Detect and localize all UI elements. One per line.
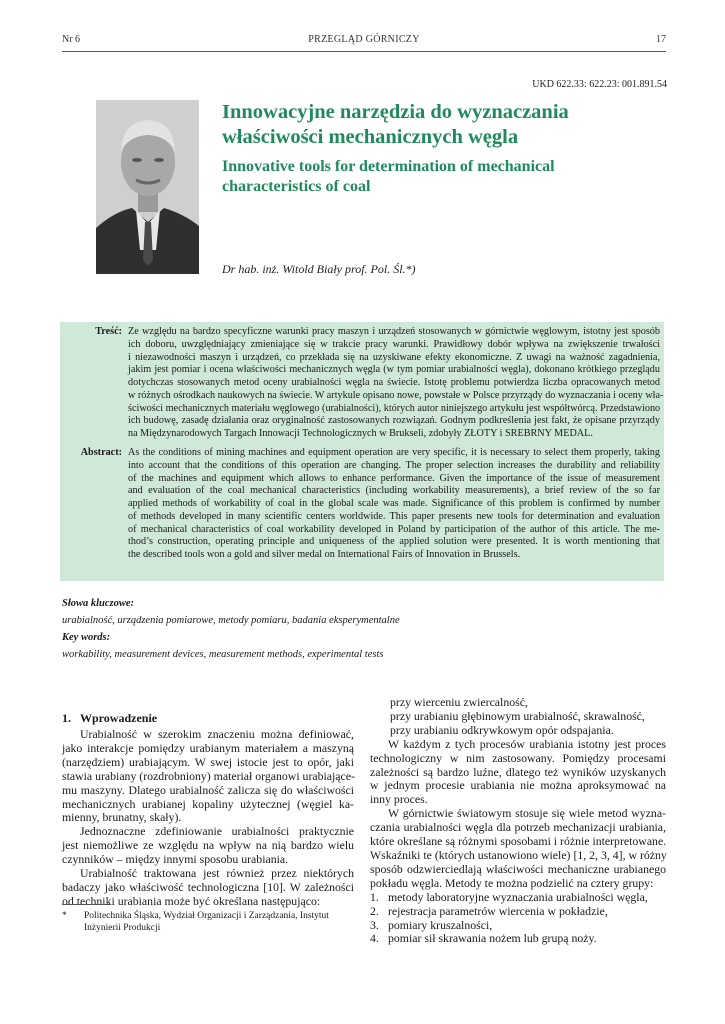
footnote <box>62 910 354 934</box>
text-line: jest niemożliwe ze względu na wpływ na nią bardzo wielu <box>62 838 354 853</box>
keywords-pl-text: urabialność, urządzenia pomiarowe, metody pomiaru, badania eksperymentalne <box>62 615 400 626</box>
abstract-line: applied methods of workability of coal in the global scale was made. Significance of this problem is confirmed by number <box>128 498 660 509</box>
text-line: które określane są różnymi sposobami i różnie interpretowane. <box>370 834 667 849</box>
author-portrait-image <box>96 100 199 274</box>
header-rule <box>62 51 666 52</box>
issue-number: Nr 6 <box>62 34 81 45</box>
tresc-line: jakim jest pomiar i ocena właściwości mechanicznych węgla (w tym pomiar urabialności węgla), dokonano krótkiego przeglądu <box>128 364 660 376</box>
title-pl-line: Innowacyjne narzędzia do wyznaczania <box>222 101 569 123</box>
dash-list <box>370 696 666 738</box>
list-number: 4. <box>370 931 379 946</box>
text-line: (narzędziem) urabiającym. W swej istocie jest to opór, jaki <box>62 754 354 769</box>
abstract-text <box>128 447 660 562</box>
footnote-mark: * <box>62 911 67 921</box>
tresc-line: w różnych ośrodkach naukowych na świecie. W artykule opisano nowe, powstałe w Polsce przyrządy do wyznaczania i oceny wła- <box>128 389 664 401</box>
list-number: 3. <box>370 917 379 932</box>
dash-item: przy wierceniu zwiercalność, <box>390 695 528 709</box>
text-line: zależności są bardzo luźne, dlatego też wyników uzyskanych <box>370 764 666 779</box>
text-line: sposób odzwierciedlają właściwości mechaniczne urabianego <box>370 861 666 876</box>
text-line: W każdym z tych procesów urabiania istotny jest proces <box>388 736 666 751</box>
paragraph <box>62 867 354 909</box>
tresc-line: i niezawodności maszyn i urządzeń, co przekłada się na uzyskiwane efekty ekonomiczne. Z uwagi na ważność zagadnienia, <box>128 351 660 363</box>
list-number: 1. <box>370 889 379 904</box>
tresc-line: na Międzynarodowych Targach Innowacji Technologicznych w Brukseli, zdobyły ZŁOTY i SREBRNY MEDAL. <box>128 428 593 439</box>
tresc-text <box>128 326 664 441</box>
journal-name: PRZEGLĄD GÓRNICZY <box>308 34 420 45</box>
text-line: jako interakcje pomiędzy urabianym materiałem a maszyną <box>62 740 354 755</box>
text-line: mienny, brunatny, skały). <box>62 810 182 825</box>
tresc-line: ściwości mechanicznych materiału węglowego (urabialności), których autor niniejszego artykułu jest współtwórcą. Przedstawiono <box>128 402 661 414</box>
keywords-en-text: workability, measurement devices, measurement methods, experimental tests <box>62 649 384 660</box>
text-line: mechanicznych urabianej kopaliny użytecznej (węgiel ka- <box>62 796 354 811</box>
page-number: 17 <box>656 34 666 45</box>
right-column <box>370 696 666 946</box>
abstract-line: thod’s construction, operating principle and uniqueness of the applied solution were presented. It is worth mentioning that <box>128 536 660 548</box>
text-line: mu maszyny. Dlatego urabialność zalicza się do właściwości <box>62 782 354 797</box>
tresc-line: ich budowę, zasadę działania oraz oryginalność zastosowanych rozwiązań. Godnym podkreślenia jest fakt, że opisane przyrządy <box>128 415 660 427</box>
section-number: 1. <box>62 711 71 725</box>
text-line: technologiczny w nim zastosowany. Pomiędzy procesami <box>370 750 666 765</box>
keywords-en-label: Key words: <box>62 632 111 643</box>
text-line: W górnictwie światowym stosuje się wiele metod wyzna- <box>388 806 666 821</box>
section-title: Wprowadzenie <box>80 711 158 725</box>
abstract-label: Abstract: <box>80 447 122 458</box>
list-number: 2. <box>370 903 379 918</box>
text-line: Urabialność traktowana jest również przez niektórych <box>80 866 354 881</box>
list-text: pomiar sił skrawania nożem lub grupą noży. <box>388 931 597 946</box>
text-line: Urabialność w szerokim znaczeniu można definiować, <box>80 727 354 741</box>
title-en-line: Innovative tools for determination of mechanical <box>222 158 555 175</box>
dash-item: przy urabianiu głębinowym urabialność, skrawalność, <box>390 708 645 723</box>
list-text: rejestracja parametrów wiercenia w pokładzie, <box>388 903 608 918</box>
paragraph <box>370 738 666 808</box>
abstract-line: into account that the conditions of this operation are changing. The proper selection increases the durability and reliability <box>128 459 660 471</box>
abstract-line: of mechanical characteristics of coal workability developed in Poland by participation of the author of this article. The me- <box>128 523 660 535</box>
list-item <box>370 919 666 933</box>
text-line: czania urabialności węgla dla potrzeb mechanizacji urabiania, <box>370 820 666 835</box>
text-line: Jednoznaczne zdefiniowanie urabialności praktycznie <box>80 824 354 839</box>
tresc-line: dotychczas stosowanych metod oceny urabialności węgla na świecie. Istotę problemu potwierdza liczba opracowanych metod <box>128 377 660 388</box>
numbered-list <box>370 891 666 947</box>
text-line: stawia urabiany (rozdrobniony) materiał organowi urabiające- <box>62 768 355 783</box>
abstract-line: and evaluation of the coal mechanical characteristics (including workability measurements), a brief review of the so far <box>128 485 660 497</box>
author-byline: Dr hab. inż. Witold Biały prof. Pol. Śl.*) <box>222 262 416 276</box>
list-item <box>370 905 666 919</box>
text-line: badaczy jako właściwość technologiczna [10]. W zależności <box>62 879 354 894</box>
list-item <box>370 891 666 905</box>
list-text: metody laboratoryjne wyznaczania urabialności węgla, <box>388 889 648 904</box>
text-line: inny proces. <box>370 792 428 807</box>
tresc-label: Treść: <box>95 326 122 337</box>
dash-item: przy urabianiu odkrywkowym opór odspajania. <box>390 722 614 737</box>
text-line: w jednym procesie urabiania nie można aproksymować na <box>370 778 666 793</box>
abstract-box <box>60 322 664 581</box>
paragraph <box>370 807 666 890</box>
footnote-line: Inżynierii Produkcji <box>84 923 161 933</box>
footnote-text <box>84 910 354 934</box>
abstract-line: of methods developed in many scientific centers worldwide. This paper presents new tools for determination and evaluation <box>128 510 660 522</box>
list-text: pomiary kruszalności, <box>388 917 493 932</box>
abstract-line: As the conditions of mining machines and equipment operation are very specific, it is necessary to select them properly, taking <box>128 447 660 458</box>
article-title-english <box>222 157 652 197</box>
paragraph <box>62 825 354 867</box>
author-photo <box>96 100 199 274</box>
running-header <box>62 34 666 50</box>
abstract-line: of the machines and equipment which allows to enhance performance. Given the importance of the issue of measurement <box>128 472 660 484</box>
text-line: od techniki urabiania może być określana następująco: <box>62 893 321 908</box>
tresc-line: ich doboru, uwzględniający zmieniające się w trakcie pracy warunki. Prawidłowy dobór wpływa na zwiększenie trwałości <box>128 338 660 350</box>
footnote-rule <box>62 904 110 905</box>
title-pl-line: właściwości mechanicznych węgla <box>222 126 519 148</box>
text-line: czynników – między innymi sposobu urabiania. <box>62 852 289 867</box>
paragraph <box>62 728 354 825</box>
abstract-line: the described tools won a gold and silver medal on International Fairs of Innovation in Brussels. <box>128 549 521 560</box>
text-line: Wskaźniki te (których ustanowiono wiele) [1, 2, 3, 4], w różny <box>370 847 667 862</box>
tresc-line: Ze względu na bardzo specyficzne warunki pracy maszyn i urządzeń stosowanych w górnictwie węglowym, istotny jest sposób <box>128 326 660 337</box>
keywords-pl-label: Słowa kluczowe: <box>62 598 135 609</box>
footnote-line: Politechnika Śląska, Wydział Organizacji i Zarządzania, Instytut <box>84 911 329 921</box>
ukd-classification: UKD 622.33: 622.23: 001.891.54 <box>532 79 667 90</box>
list-item <box>370 932 666 946</box>
text-line: pokładu węgla. Metody te można podzielić na cztery grupy: <box>370 875 654 890</box>
title-en-line: characteristics of coal <box>222 178 371 195</box>
left-column <box>62 728 354 909</box>
section-heading <box>62 711 157 726</box>
article-title-polish <box>222 100 652 150</box>
